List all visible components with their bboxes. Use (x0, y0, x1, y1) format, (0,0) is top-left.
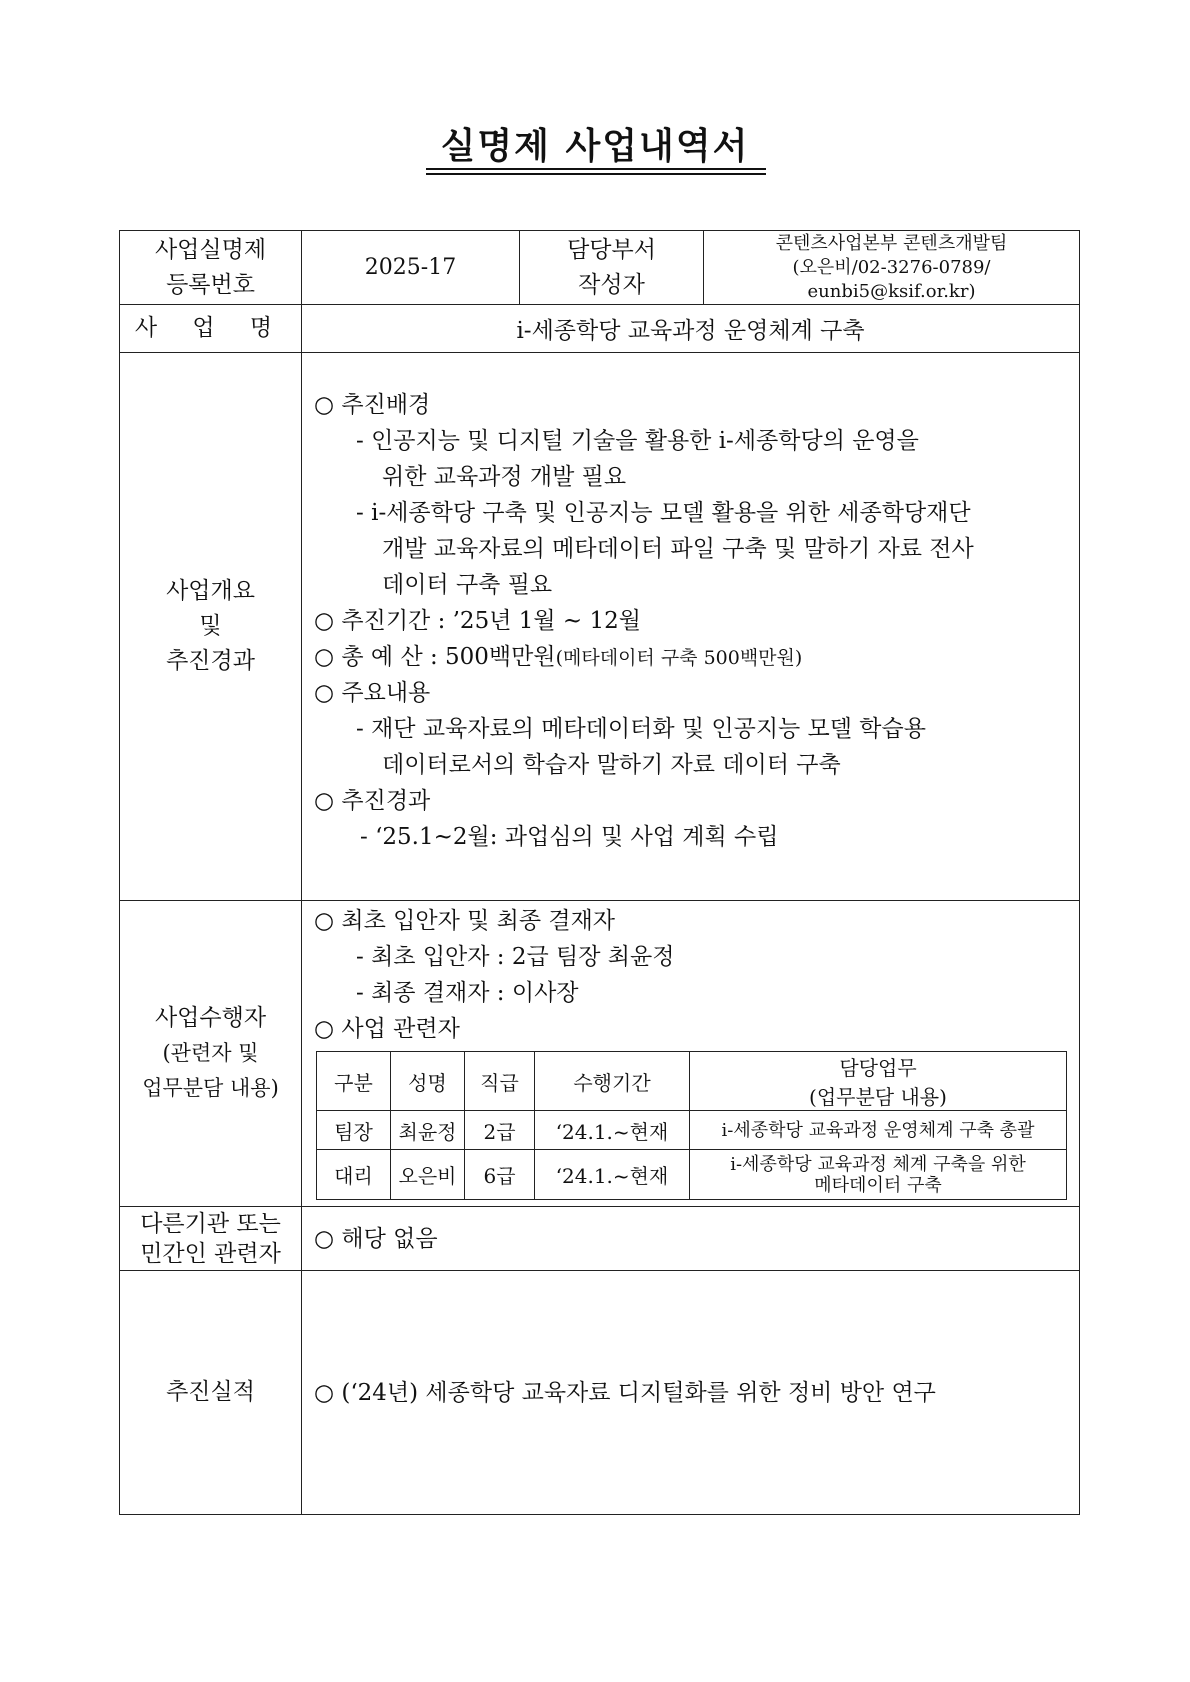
project-name-label: 사 업 명 (120, 305, 302, 353)
overview-body (302, 353, 1080, 901)
performers-label (120, 901, 302, 1207)
background-item1-line2: 위한 교육과정 개발 필요 (382, 464, 627, 490)
dept-label-line1: 담당부서 (567, 236, 656, 263)
budget-note: (메타데이터 구축 500백만원) (555, 647, 803, 669)
overview-label-line1: 사업개요 (166, 578, 255, 604)
registration-row (120, 231, 1080, 305)
background-heading: ○ 추진배경 (314, 392, 431, 418)
background-item2-line2: 개발 교육자료의 메타데이터 파일 구축 및 말하기 자료 전사 (382, 536, 974, 562)
row-role: 팀장 (317, 1111, 391, 1150)
background-item2-line1: - i-세종학당 구축 및 인공지능 모델 활용을 위한 세종학당재단 (356, 500, 971, 526)
overview-label (120, 353, 302, 901)
performers-label-line1: 사업수행자 (154, 1005, 267, 1031)
performers-row (120, 901, 1080, 1207)
performers-label-line2: (관련자 및 (162, 1041, 259, 1065)
staff-table (316, 1051, 1067, 1200)
content-heading: ○ 주요내용 (314, 680, 431, 706)
dept-label (520, 231, 704, 305)
duty-header-line1: 담당업무 (839, 1056, 917, 1080)
row-duty (690, 1111, 1067, 1150)
duty-header-line2: (업무분담 내용) (809, 1085, 947, 1109)
performers-body (302, 901, 1080, 1207)
others-body (302, 1207, 1080, 1271)
registration-label-line2: 등록번호 (166, 271, 255, 298)
others-text: ○ 해당 없음 (314, 1225, 438, 1252)
achievements-label: 추진실적 (120, 1271, 302, 1515)
row-duty-line1: i-세종학당 교육과정 체계 구축을 위한 (730, 1153, 1026, 1175)
background-item2-line3: 데이터 구축 필요 (382, 572, 553, 598)
row-role: 대리 (317, 1150, 391, 1200)
dept-line1: 콘텐츠사업본부 콘텐츠개발팀 (775, 232, 1008, 254)
others-label-line1: 다른기관 또는 (140, 1210, 281, 1237)
table-row (317, 1111, 1067, 1150)
row-duty-line2: 메타데이터 구축 (814, 1174, 942, 1196)
overview-row (120, 353, 1080, 901)
row-period: ‘24.1.~현재 (535, 1111, 690, 1150)
overview-label-line3: 추진경과 (166, 648, 255, 674)
achievements-text: ○ (‘24년) 세종학당 교육자료 디지털화를 위한 정비 방안 연구 (314, 1379, 936, 1406)
performers-label-line3: 업무분담 내용) (142, 1076, 279, 1100)
progress-line1: - ‘25.1~2월: 과업심의 및 사업 계획 수립 (360, 824, 779, 850)
dept-info (704, 231, 1080, 305)
performers-heading1: ○ 최초 입안자 및 최종 결재자 (314, 908, 616, 934)
project-name: i-세종학당 교육과정 운영체계 구축 (302, 305, 1080, 353)
row-duty-line1: i-세종학당 교육과정 운영체계 구축 총괄 (721, 1119, 1035, 1141)
dept-label-line2: 작성자 (578, 271, 645, 298)
table-row (317, 1150, 1067, 1200)
dept-line2: (오은비/02-3276-0789/ (792, 256, 991, 278)
performers-heading2: ○ 사업 관련자 (314, 1016, 460, 1042)
overview-label-line2: 및 (199, 613, 222, 639)
row-name: 오은비 (391, 1150, 465, 1200)
header-duty (690, 1052, 1067, 1111)
row-grade: 6급 (465, 1150, 535, 1200)
others-label (120, 1207, 302, 1271)
registration-label-line1: 사업실명제 (154, 236, 267, 263)
row-duty (690, 1150, 1067, 1200)
header-role: 구분 (317, 1052, 391, 1111)
dept-line3: eunbi5@ksif.or.kr) (807, 280, 976, 302)
period-line: ○ 추진기간 : ’25년 1월 ~ 12월 (314, 608, 641, 634)
approver-line: - 최종 결재자 : 이사장 (356, 980, 579, 1006)
background-item1-line1: - 인공지능 및 디지털 기술을 활용한 i-세종학당의 운영을 (356, 428, 919, 454)
staff-table-header (317, 1052, 1067, 1111)
header-name: 성명 (391, 1052, 465, 1111)
drafter-line: - 최초 입안자 : 2급 팀장 최윤정 (356, 944, 675, 970)
budget-main: ○ 총 예 산 : 500백만원 (314, 644, 556, 670)
achievements-row (120, 1271, 1080, 1515)
row-period: ‘24.1.~현재 (535, 1150, 690, 1200)
budget-line (314, 639, 1069, 675)
document-title: 실명제 사업내역서 (440, 126, 750, 167)
title-underline-double (426, 173, 766, 175)
others-row (120, 1207, 1080, 1271)
header-period: 수행기간 (535, 1052, 690, 1111)
progress-heading: ○ 추진경과 (314, 788, 431, 814)
title-underline (426, 168, 766, 170)
content-line1: - 재단 교육자료의 메타데이터화 및 인공지능 모델 학습용 (356, 716, 926, 742)
content-line2: 데이터로서의 학습자 말하기 자료 데이터 구축 (382, 752, 841, 778)
registration-label (120, 231, 302, 305)
project-name-row (120, 305, 1080, 353)
business-table (119, 230, 1080, 1515)
row-name: 최윤정 (391, 1111, 465, 1150)
registration-number: 2025-17 (302, 231, 520, 305)
achievements-body (302, 1271, 1080, 1515)
row-grade: 2급 (465, 1111, 535, 1150)
header-grade: 직급 (465, 1052, 535, 1111)
others-label-line2: 민간인 관련자 (140, 1240, 281, 1267)
